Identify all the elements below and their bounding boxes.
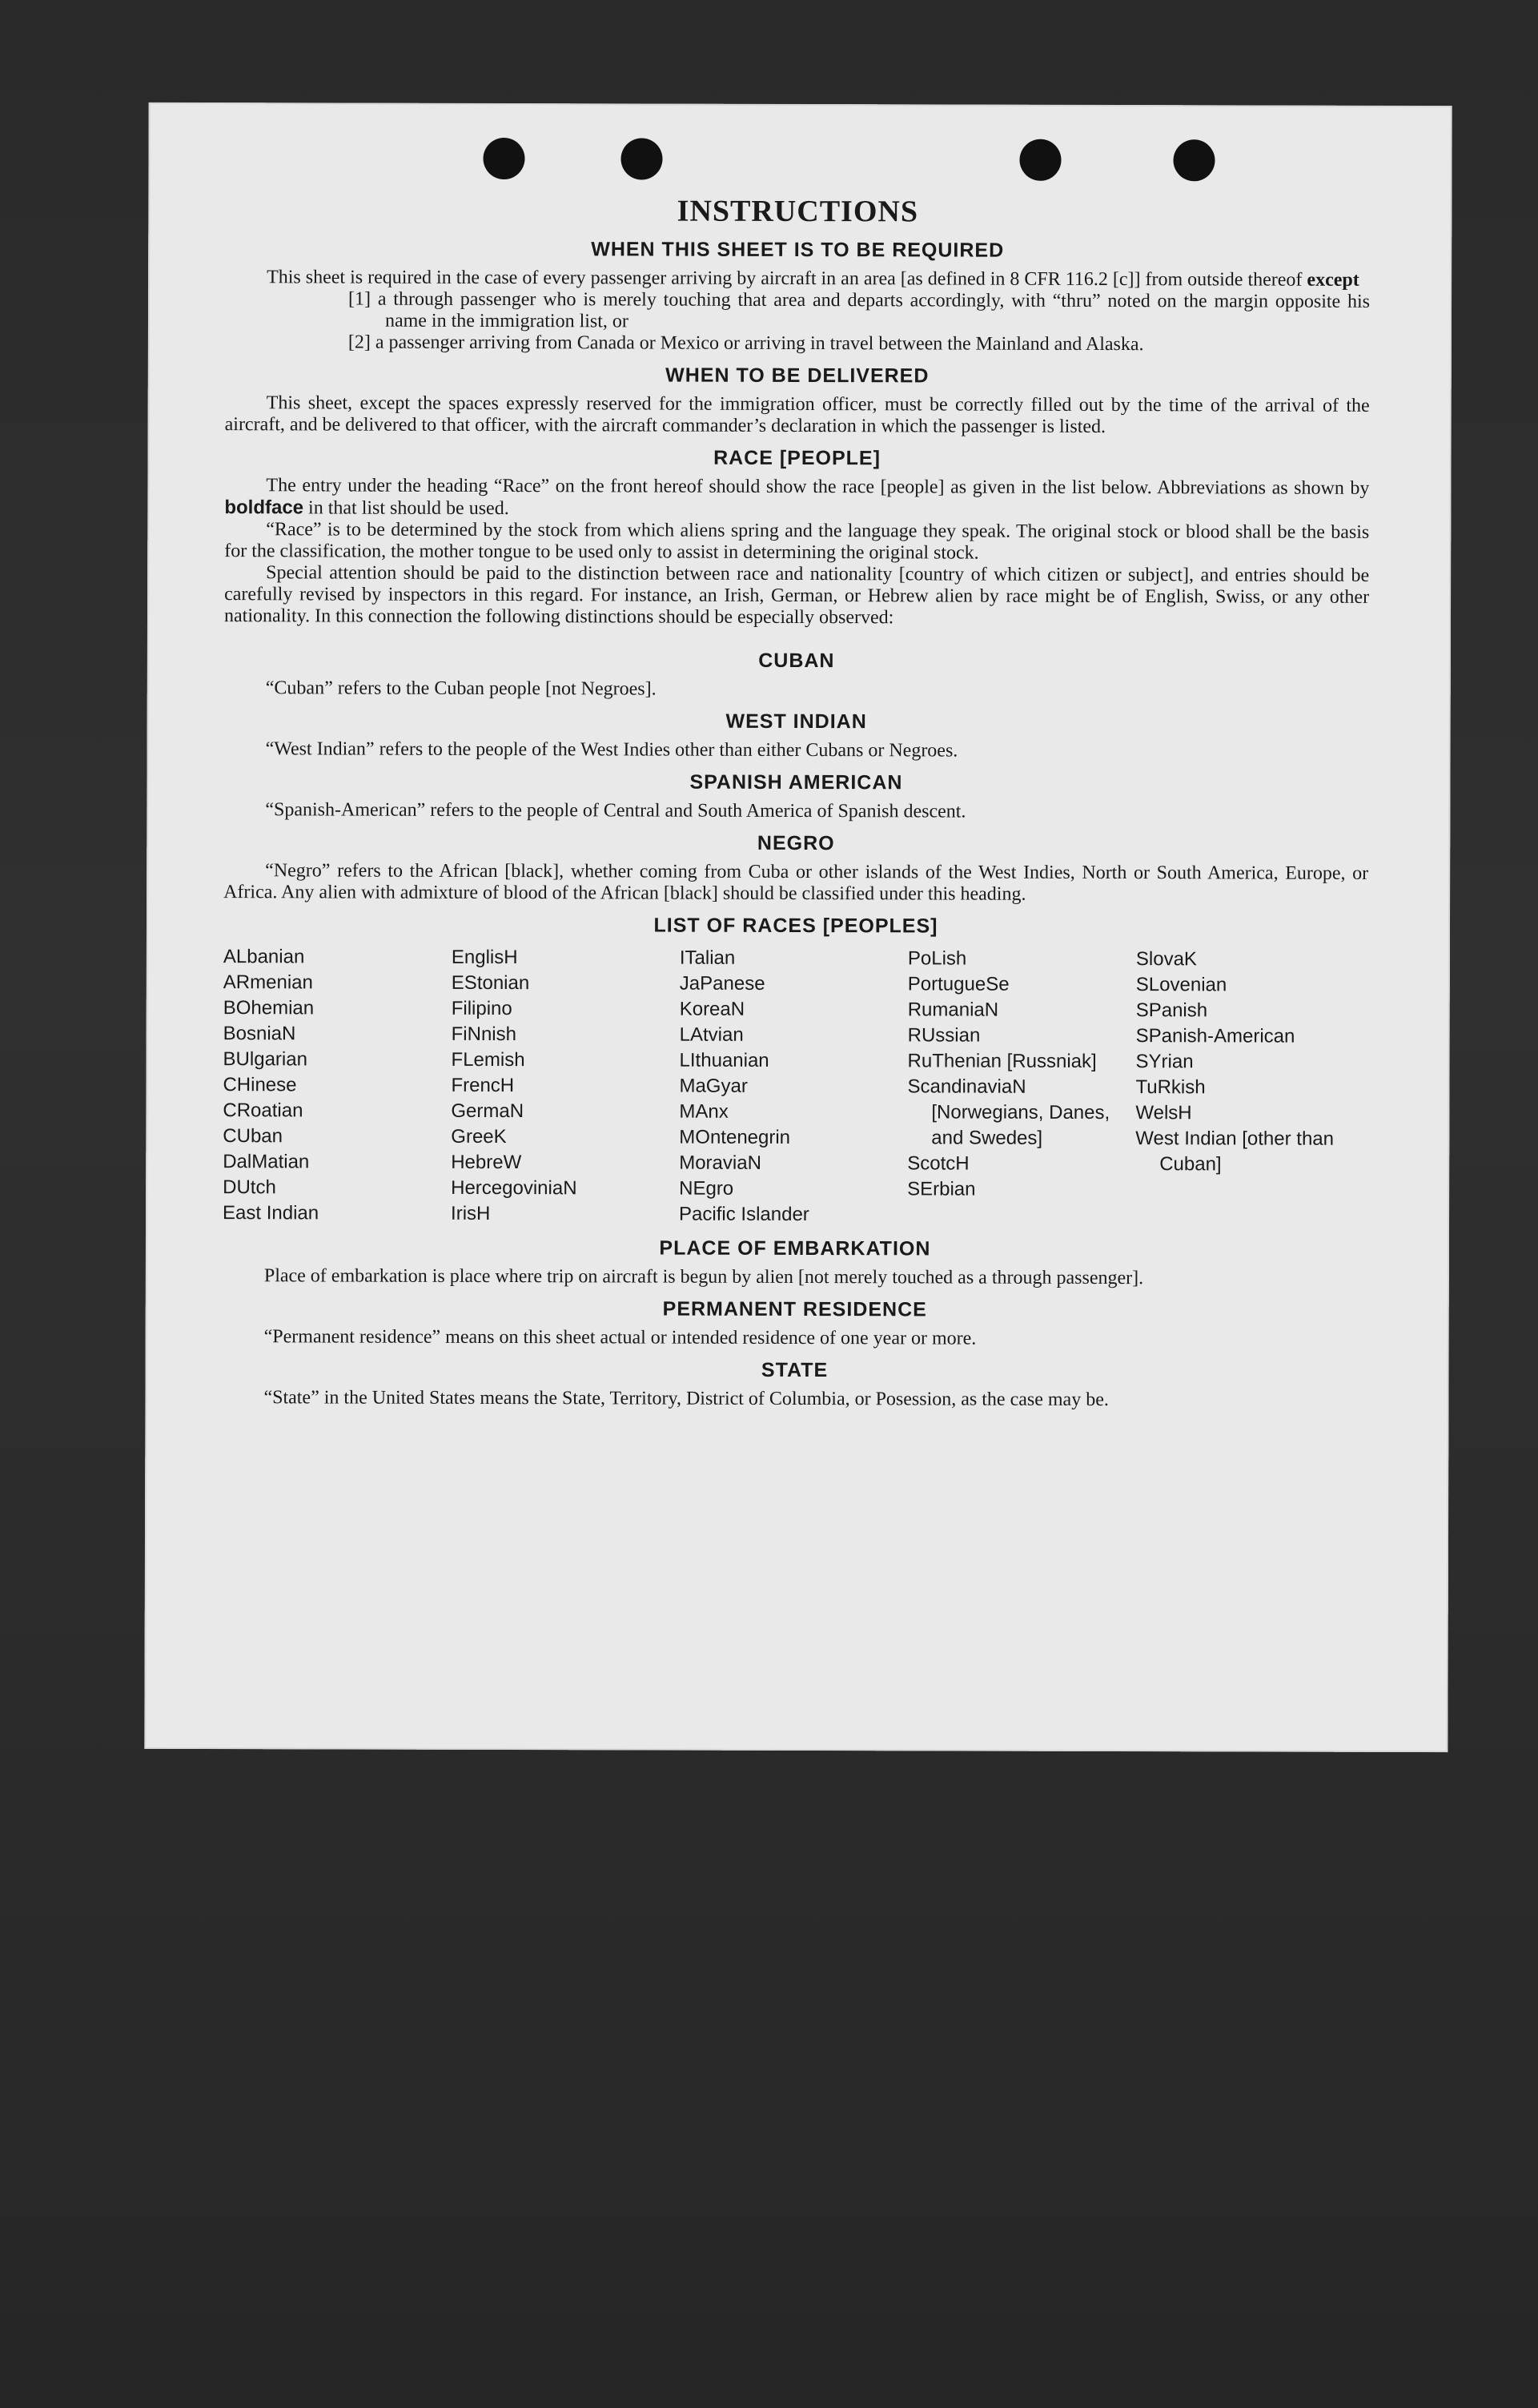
para-when-delivered: This sheet, except the spaces expressly reserved for the immigration officer, must be correctly filled out by the time of the arrival of the aircraft, and be delivered to that officer, with the aircraft commander’s declaration in which the passenger is listed.	[224, 392, 1370, 438]
heading-negro: NEGRO	[757, 831, 835, 855]
race-entry: TuRkish	[1135, 1076, 1206, 1099]
races-column	[223, 944, 452, 1227]
race-entry: NEgro	[679, 1177, 734, 1200]
para-west-indian: “West Indian” refers to the people of the West Indies other than either Cubans or Negroes.	[265, 738, 958, 762]
race-entry: DUtch	[223, 1176, 276, 1199]
race-entry: KoreaN	[679, 998, 745, 1020]
heading-embarkation: PLACE OF EMBARKATION	[659, 1236, 931, 1260]
races-column	[451, 945, 680, 1228]
race-entry: GermaN	[451, 1099, 524, 1123]
para-state: “State” in the United States means the State, Territory, District of Columbia, or Posession, as the case may be.	[263, 1387, 1109, 1411]
para-when-required: This sheet is required in the case of every passenger arriving by aircraft in an area [as defined in 8 CFR 116.2 [c]] from outside thereof except	[267, 267, 1359, 291]
race-entry: RUssian	[907, 1024, 981, 1047]
race-entry: ScotcH	[907, 1152, 970, 1175]
race-entry: FiNnish	[451, 1023, 517, 1046]
race-entry: EStonian	[451, 971, 530, 995]
race-entry: SLovenian	[1135, 974, 1227, 996]
para-race-1: The entry under the heading “Race” on the front hereof should show the race [people] as given in the list below. Abbreviations as shown by boldface in that list should be used.	[224, 475, 1370, 520]
races-list	[223, 944, 1368, 1229]
race-entry: FLemish	[451, 1048, 525, 1071]
para-embarkation: Place of embarkation is place where trip on aircraft is begun by alien [not merely touched as a through passenger].	[263, 1265, 1144, 1289]
race-entry: MoraviaN	[679, 1152, 761, 1174]
race-entry: WelsH	[1135, 1102, 1192, 1124]
race-entry: West Indian [other than Cuban]	[1135, 1128, 1335, 1176]
heading-when-required: WHEN THIS SHEET IS TO BE REQUIRED	[591, 238, 1005, 262]
heading-cuban: CUBAN	[758, 649, 835, 673]
race-entry: East Indian	[223, 1202, 319, 1224]
race-entry: BUlgarian	[223, 1048, 307, 1071]
race-entry: CUban	[223, 1125, 283, 1148]
race-entry: CHinese	[223, 1074, 297, 1096]
para-negro: “Negro” refers to the African [black], whether coming from Cuba or other islands of the West Indies, North or South America, Europe, or Africa. Any alien with admixture of blood of the African [black] should be classified under this heading.	[223, 860, 1369, 905]
race-entry: HebreW	[451, 1151, 522, 1174]
para-race-2: “Race” is to be determined by the stock from which aliens spring and the language they speak. The original stock or blood shall be the basis for the classification, the mother tongue to be used only to assist in determining the original stock.	[224, 519, 1370, 564]
race-entry: LAtvian	[679, 1023, 744, 1046]
race-entry: SErbian	[907, 1178, 976, 1200]
race-entry: Filipino	[451, 997, 512, 1020]
page-title: INSTRUCTIONS	[677, 194, 919, 229]
heading-races-list: LIST OF RACES [PEOPLES]	[653, 914, 938, 938]
race-entry: Pacific Islander	[679, 1203, 809, 1226]
race-entry: DalMatian	[223, 1151, 310, 1173]
races-column	[679, 946, 908, 1228]
race-entry: SPanish	[1135, 999, 1208, 1022]
race-entry: RumaniaN	[907, 999, 999, 1021]
para-cuban: “Cuban” refers to the Cuban people [not Negroes].	[265, 677, 657, 700]
races-column	[1135, 947, 1364, 1229]
race-entry: ARmenian	[223, 971, 313, 994]
exception-item-2: [2] a passenger arriving from Canada or Mexico or arriving in travel between the Mainland and Alaska.	[347, 332, 1144, 356]
punch-hole	[620, 138, 662, 179]
race-entry: PoLish	[907, 947, 967, 970]
race-entry: ITalian	[679, 947, 736, 969]
para-race-3: Special attention should be paid to the distinction between race and nationality [country of which citizen or subject], and entries should be carefully revised by inspectors in this regard. For instance, an Irish, German, or Hebrew alien by race might be of English, Swiss, or any other nationality. In this connection the following distinctions should be especially observed:	[223, 562, 1370, 629]
race-entry: MaGyar	[679, 1075, 748, 1097]
race-entry: ALbanian	[223, 946, 305, 968]
race-entry: EnglisH	[451, 946, 518, 969]
heading-race: RACE [PEOPLE]	[713, 446, 881, 470]
race-entry: BOhemian	[223, 997, 315, 1019]
race-entry: MOntenegrin	[679, 1126, 791, 1148]
para-residence: “Permanent residence” means on this sheet actual or intended residence of one year or more.	[263, 1326, 977, 1349]
race-entry: SPanish-American	[1135, 1025, 1295, 1047]
instruction-sheet	[144, 103, 1452, 1752]
heading-state: STATE	[761, 1358, 829, 1382]
heading-spanish-american: SPANISH AMERICAN	[689, 770, 903, 794]
race-entry: MAnx	[679, 1100, 729, 1123]
races-column	[907, 946, 1136, 1228]
race-entry: RuThenian [Russniak]	[907, 1050, 1097, 1072]
punch-hole	[1019, 139, 1061, 181]
punch-hole	[1173, 139, 1215, 181]
punch-hole	[483, 138, 524, 179]
race-entry: FrencH	[451, 1074, 515, 1097]
race-entry: HercegoviniaN	[451, 1176, 577, 1200]
race-entry: IrisH	[451, 1202, 491, 1224]
para-spanish-american: “Spanish-American” refers to the people of Central and South America of Spanish descent.	[265, 799, 966, 822]
heading-when-delivered: WHEN TO BE DELIVERED	[665, 364, 930, 388]
race-entry: LIthuanian	[679, 1049, 769, 1071]
race-entry: ScandinaviaN [Norwegians, Danes, and Swedes]	[907, 1075, 1110, 1149]
heading-west-indian: WEST INDIAN	[725, 710, 867, 734]
race-entry: PortugueSe	[907, 973, 1010, 995]
race-entry: GreeK	[451, 1125, 507, 1148]
race-entry: JaPanese	[679, 972, 765, 995]
race-entry: BosniaN	[223, 1023, 296, 1045]
race-entry: SlovaK	[1135, 948, 1197, 971]
heading-residence: PERMANENT RESIDENCE	[662, 1297, 927, 1321]
sheet-content	[222, 192, 1370, 1412]
race-entry: SYrian	[1135, 1051, 1194, 1073]
race-entry: CRoatian	[223, 1099, 303, 1122]
exception-item-1: [1] a through passenger who is merely touching that area and departs accordingly, with “thru” noted on the margin opposite his name in the immigration list, or	[348, 288, 1371, 332]
